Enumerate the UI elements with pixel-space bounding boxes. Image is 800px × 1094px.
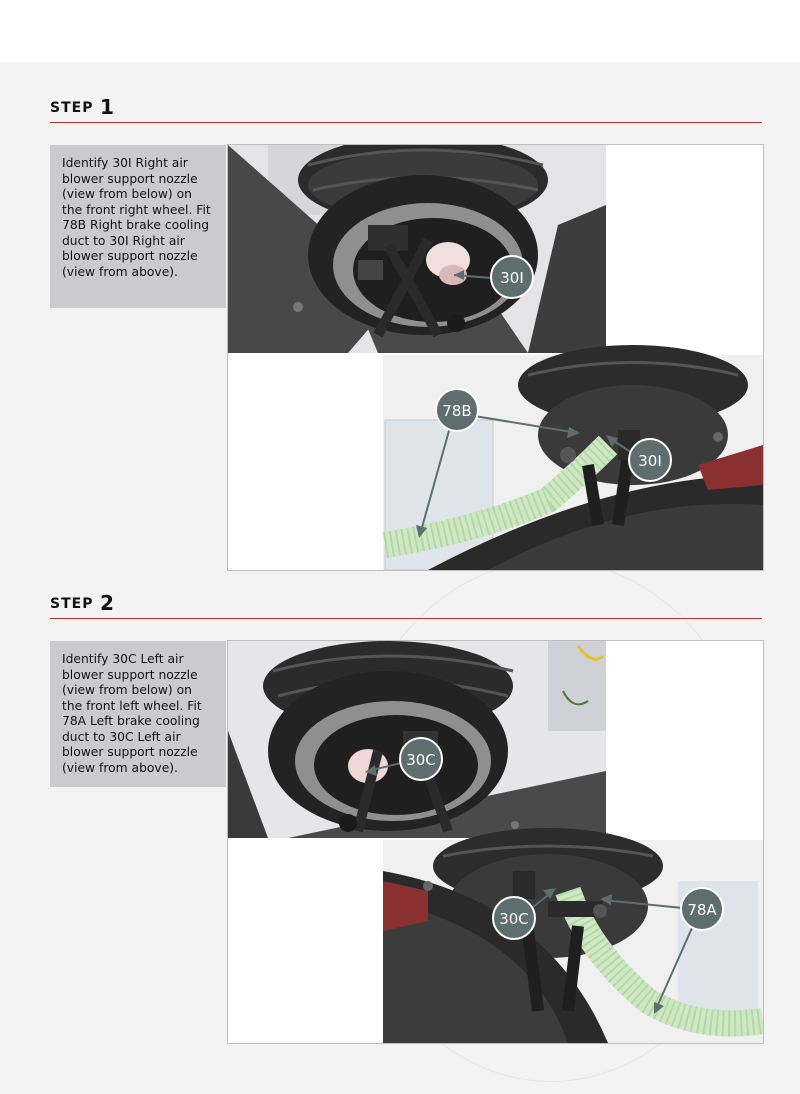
callout-30I-below [491,256,533,298]
step-2-view-above [383,828,763,1043]
callout-78B [436,389,478,431]
step-1-illustration [227,144,764,571]
callout-78A [681,888,723,930]
step-2-heading [50,592,762,619]
step-2-number: 2 [100,591,114,615]
step-1-heading [50,96,762,123]
callout-30C-below-label: 30C [406,751,436,769]
callout-30I-below-label: 30I [500,269,524,287]
step-1-view-above [383,345,763,570]
callout-30I-above-label: 30I [638,452,662,470]
step-1-number: 1 [100,95,114,119]
callout-30C-below [400,738,442,780]
step-2-description: Identify 30C Left air blower support nozzle (view from below) on the front left wheel. Fit 78A Left brake cooling duct to 30C Left air blower support nozzle (view from above). [50,641,226,787]
step-2-illustration [227,640,764,1044]
callout-30I-above [629,439,671,481]
callout-30C-above-label: 30C [499,910,529,928]
callout-78A-label: 78A [687,901,717,919]
page-top-band [0,0,800,62]
callout-78B-label: 78B [442,402,472,420]
step-1-description: Identify 30I Right air blower support nozzle (view from below) on the front right wheel. Fit 78B Right brake cooling duct to 30I Right air blower support nozzle (view from above). [50,145,226,308]
callout-30C-above [493,897,535,939]
step-1-label: STEP [50,100,94,116]
step-1-view-below [228,145,606,355]
step-2-label: STEP [50,596,94,612]
